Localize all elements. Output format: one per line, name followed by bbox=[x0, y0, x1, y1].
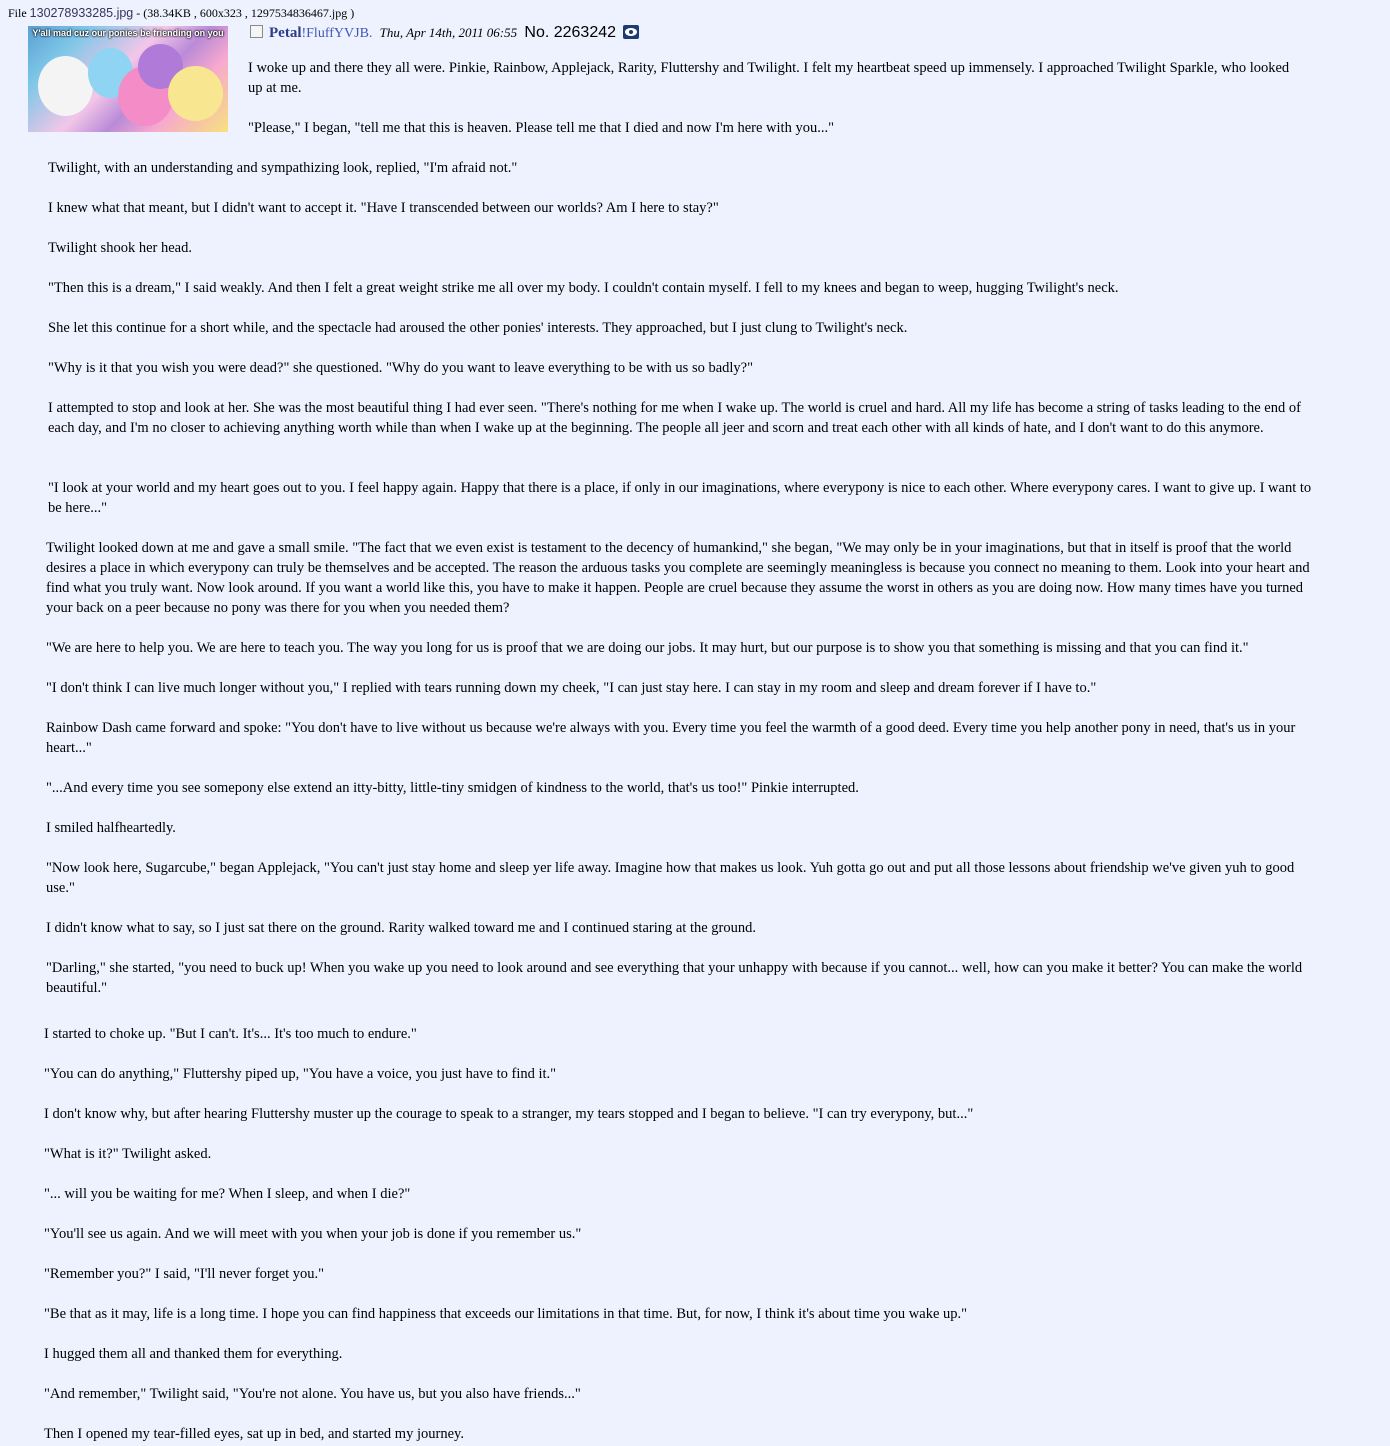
eye-icon[interactable] bbox=[623, 25, 639, 39]
post-paragraph: Twilight shook her head. bbox=[48, 240, 192, 256]
post-paragraph: I don't know why, but after hearing Fluttershy muster up the courage to speak to a stranger, my tears stopped and I began to believe. "I can try everypony, but..." bbox=[44, 1106, 974, 1122]
post-paragraph: "We are here to help you. We are here to teach you. The way you long for us is proof that we are doing our jobs. It may hurt, but our purpose is to show you that something is missing and that you can find it." bbox=[46, 640, 1249, 656]
thumbnail-figure bbox=[38, 56, 93, 116]
post-paragraph: Twilight, with an understanding and sympathizing look, replied, "I'm afraid not." bbox=[48, 160, 518, 176]
post-select-checkbox[interactable] bbox=[250, 25, 263, 38]
post-paragraph: "Now look here, Sugarcube," began Applejack, "You can't just stay home and sleep yer life away. Imagine how that makes us look. Yuh gotta go out and put all those lessons about friendship we've given yuh to good use." bbox=[46, 860, 1295, 896]
post-paragraph: I knew what that meant, but I didn't want to accept it. "Have I transcended between our worlds? Am I here to stay?" bbox=[48, 200, 719, 216]
post-paragraph: "And remember," Twilight said, "You're not alone. You have us, but you also have friends..." bbox=[44, 1386, 581, 1402]
post-paragraph: "What is it?" Twilight asked. bbox=[44, 1146, 212, 1162]
post-thumbnail[interactable] bbox=[28, 26, 228, 132]
post-paragraph: "Then this is a dream," I said weakly. And then I felt a great weight strike me all over my body. I couldn't contain myself. I fell to my knees and began to weep, hugging Twilight's neck. bbox=[48, 280, 1119, 296]
post-paragraph: "Remember you?" I said, "I'll never forget you." bbox=[44, 1266, 325, 1282]
post-header bbox=[250, 24, 639, 42]
thumbnail-caption: Y'all mad cuz our ponies be friending on you bbox=[32, 28, 224, 38]
post-paragraph: I woke up and there they all were. Pinkie, Rainbow, Applejack, Rarity, Fluttershy and Twilight. I felt my heartbeat speed up immensely. I approached Twilight Sparkle, who looked up at me. bbox=[248, 60, 1290, 96]
post-paragraph: I started to choke up. "But I can't. It's... It's too much to endure." bbox=[44, 1026, 417, 1042]
file-info bbox=[8, 6, 354, 21]
post-number-link[interactable]: No. 2263242 bbox=[524, 24, 617, 41]
post-paragraph: I smiled halfheartedly. bbox=[46, 820, 176, 836]
post-paragraph: "Please," I began, "tell me that this is heaven. Please tell me that I died and now I'm here with you..." bbox=[248, 120, 834, 136]
thumbnail-figure bbox=[168, 66, 223, 121]
post-paragraph: Then I opened my tear-filled eyes, sat up in bed, and started my journey. bbox=[44, 1426, 464, 1442]
file-meta: - (38.34KB , 600x323 , 1297534836467.jpg ) bbox=[136, 6, 355, 20]
post-paragraph: "Darling," she started, "you need to buck up! When you wake up you need to look around and see everything that your unhappy with because if you cannot... well, how can you make it better? You can make the world beautiful." bbox=[46, 960, 1303, 996]
post-paragraph: "Why is it that you wish you were dead?" she questioned. "Why do you want to leave everything to be with us so badly?" bbox=[48, 360, 754, 376]
post-paragraph: "... will you be waiting for me? When I sleep, and when I die?" bbox=[44, 1186, 411, 1202]
post-paragraph: Rainbow Dash came forward and spoke: "You don't have to live without us because we're always with you. Every time you feel the warmth of a good deed. Every time you help another pony in need, that's us in your heart..." bbox=[46, 720, 1296, 756]
post-paragraph: Twilight looked down at me and gave a small smile. "The fact that we even exist is testament to the decency of humankind," she began, "We may only be in your imaginations, but that in itself is proof that the world desires a place in which everypony can truly be themselves and be accepted. The reason the arduous tasks you complete are seemingly meaningless is because you connect no meaning to them. Look into your heart and find what you truly want. Now look around. If you want a world like this, you have to make it happen. People are cruel because they assume the worst in others as you are doing now. How many times have you turned your back on a peer because no pony was there for you when you needed them? bbox=[46, 540, 1310, 616]
post-paragraph: I hugged them all and thanked them for everything. bbox=[44, 1346, 343, 1362]
post-paragraph: I didn't know what to say, so I just sat there on the ground. Rarity walked toward me and I continued staring at the ground. bbox=[46, 920, 757, 936]
file-prefix: File bbox=[8, 6, 27, 20]
post-paragraph: "I look at your world and my heart goes out to you. I feel happy again. Happy that there is a place, if only in our imaginations, where everypony is nice to each other. Where everypony cares. I want to give up. I want to be here..." bbox=[48, 480, 1312, 516]
file-link[interactable]: 130278933285.jpg bbox=[29, 6, 134, 20]
post-date: Thu, Apr 14th, 2011 06:55 bbox=[379, 25, 518, 40]
post-paragraph: "Be that as it may, life is a long time. I hope you can find happiness that exceeds our limitations in that time. But, for now, I think it's about time you wake up." bbox=[44, 1306, 968, 1322]
post-paragraph: "...And every time you see somepony else extend an itty-bitty, little-tiny smidgen of kindness to the world, that's us too!" Pinkie interrupted. bbox=[46, 780, 859, 796]
post-paragraph: "I don't think I can live much longer without you," I replied with tears running down my cheek, "I can just stay here. I can stay in my room and sleep and dream forever if I have to." bbox=[46, 680, 1097, 696]
poster-name: Petal bbox=[269, 25, 302, 41]
poster-tripcode: !FluffYVJB. bbox=[301, 26, 373, 41]
post-paragraph: She let this continue for a short while, and the spectacle had aroused the other ponies' interests. They approached, but I just clung to Twilight's neck. bbox=[48, 320, 908, 336]
post-paragraph: I attempted to stop and look at her. She was the most beautiful thing I had ever seen. "There's nothing for me when I wake up. The world is cruel and hard. All my life has become a string of tasks leading to the end of each day, and I'm no closer to achieving anything worth while than when I wake up at the beginning. The people all jeer and scorn and treat each other with all kinds of hate, and I don't want to do this anymore. bbox=[48, 400, 1301, 436]
post-paragraph: "You can do anything," Fluttershy piped up, "You have a voice, you just have to find it." bbox=[44, 1066, 557, 1082]
post-paragraph: "You'll see us again. And we will meet with you when your job is done if you remember us." bbox=[44, 1226, 582, 1242]
